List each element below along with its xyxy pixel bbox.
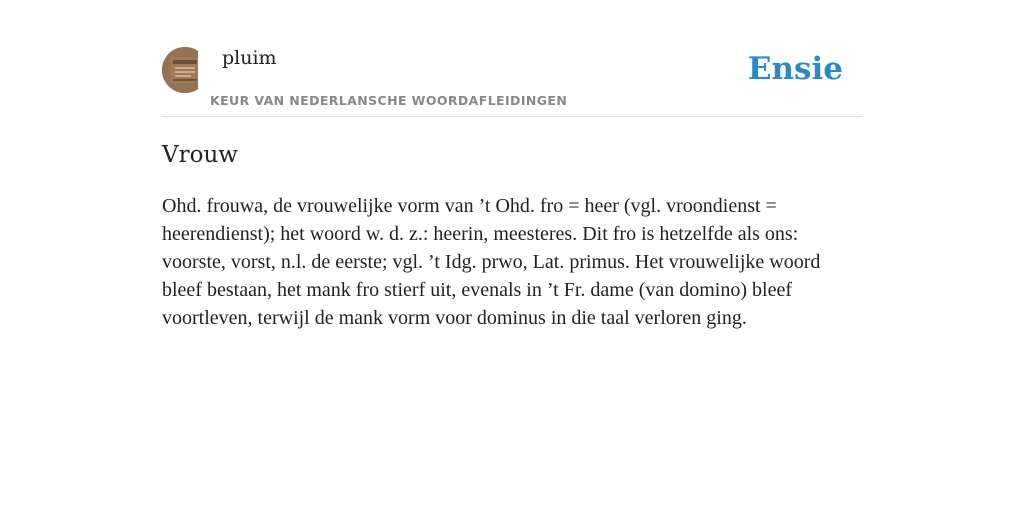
entry-title: Vrouw xyxy=(162,142,238,168)
brand-logo[interactable]: Ensie xyxy=(747,51,843,87)
avatar-crop xyxy=(198,44,212,96)
source-title[interactable]: KEUR VAN NEDERLANSCHE WOORDAFLEIDINGEN xyxy=(210,93,568,108)
entry-header xyxy=(162,0,862,117)
user-name[interactable]: pluim xyxy=(222,47,277,69)
page-container xyxy=(162,0,862,329)
entry-definition: Ohd. frouwa, de vrouwelijke vorm van ’t Ohd. fro = heer (vgl. vroondienst = heerendienst); het woord w. d. z.: heerin, meesteres. Dit fro is hetzelfde als ons: voorste, vorst, n.l. de eerste; vgl. ’t Idg. prwo, Lat. primus. Het vrouwelijke woord bleef bestaan, het mank fro stierf uit, evenals in ’t Fr. dame (van domino) bleef voortleven, terwijl de mank vorm voor dominus in die taal verloren ging. xyxy=(162,195,821,329)
